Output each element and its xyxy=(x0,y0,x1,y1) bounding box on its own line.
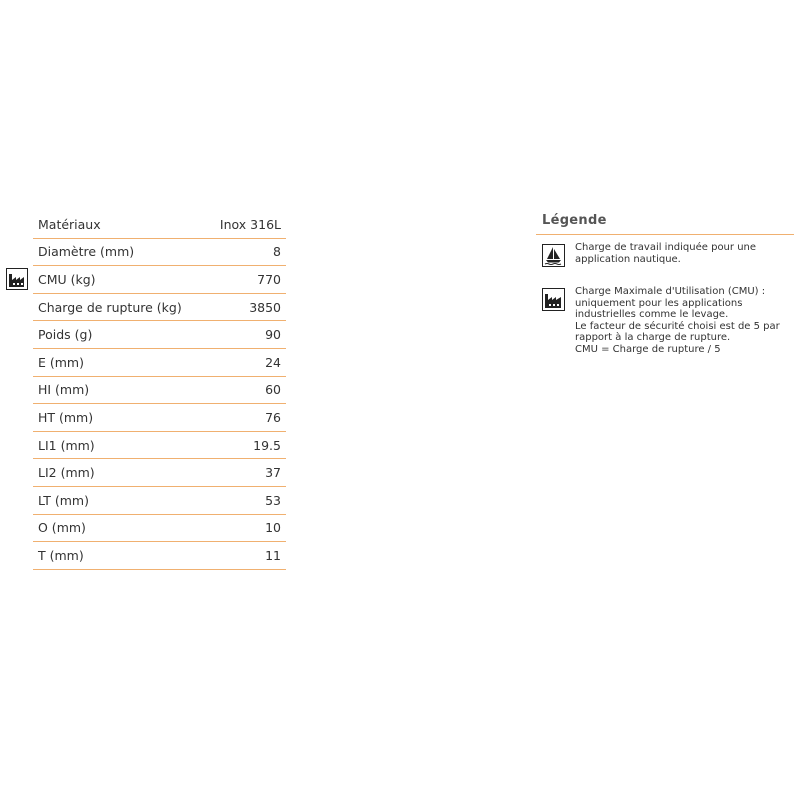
spec-label: HI (mm) xyxy=(33,376,206,404)
legend-title: Légende xyxy=(536,210,794,235)
spec-label: CMU (kg) xyxy=(33,266,206,294)
table-row xyxy=(33,459,286,487)
factory-icon xyxy=(542,288,565,311)
legend-panel xyxy=(536,210,794,355)
spec-label: HT (mm) xyxy=(33,404,206,432)
table-row xyxy=(33,321,286,349)
table-row xyxy=(33,404,286,432)
spec-value: 90 xyxy=(206,321,286,349)
spec-label: LI1 (mm) xyxy=(33,431,206,459)
table-row xyxy=(33,514,286,542)
spec-label: Poids (g) xyxy=(33,321,206,349)
spec-label: E (mm) xyxy=(33,348,206,376)
spec-value: 24 xyxy=(206,348,286,376)
spec-label: Diamètre (mm) xyxy=(33,238,206,266)
spec-value: 76 xyxy=(206,404,286,432)
table-row xyxy=(33,348,286,376)
spec-value: 11 xyxy=(206,542,286,570)
spec-value: 10 xyxy=(206,514,286,542)
spec-label: O (mm) xyxy=(33,514,206,542)
table-row xyxy=(33,293,286,321)
table-row xyxy=(33,266,286,294)
legend-industrial-text: Charge Maximale d'Utilisation (CMU) : uniquement pour les applications industrielles comme le levage. Le facteur de sécurité choisi est de 5 par rapport à la charge de rupture. CMU = Charge de rupture / 5 xyxy=(575,286,780,355)
spec-value: 770 xyxy=(206,266,286,294)
spec-value: 60 xyxy=(206,376,286,404)
spec-label: LT (mm) xyxy=(33,486,206,514)
table-row xyxy=(33,376,286,404)
spec-value: Inox 316L xyxy=(206,211,286,238)
legend-item-nautical xyxy=(542,242,794,272)
table-row xyxy=(33,238,286,266)
spec-value: 8 xyxy=(206,238,286,266)
legend-item-industrial xyxy=(542,286,794,355)
spec-label: T (mm) xyxy=(33,542,206,570)
table-row xyxy=(33,431,286,459)
factory-icon xyxy=(6,268,28,290)
spec-label: Matériaux xyxy=(33,211,206,238)
spec-value: 37 xyxy=(206,459,286,487)
table-row xyxy=(33,486,286,514)
specs-table xyxy=(33,211,286,570)
table-row xyxy=(33,542,286,570)
legend-nautical-text: Charge de travail indiquée pour une application nautique. xyxy=(575,242,757,265)
spec-value: 3850 xyxy=(206,293,286,321)
spec-value: 53 xyxy=(206,486,286,514)
table-row xyxy=(33,211,286,238)
spec-value: 19.5 xyxy=(206,431,286,459)
sailboat-icon xyxy=(542,244,565,267)
spec-label: Charge de rupture (kg) xyxy=(33,293,206,321)
spec-label: LI2 (mm) xyxy=(33,459,206,487)
